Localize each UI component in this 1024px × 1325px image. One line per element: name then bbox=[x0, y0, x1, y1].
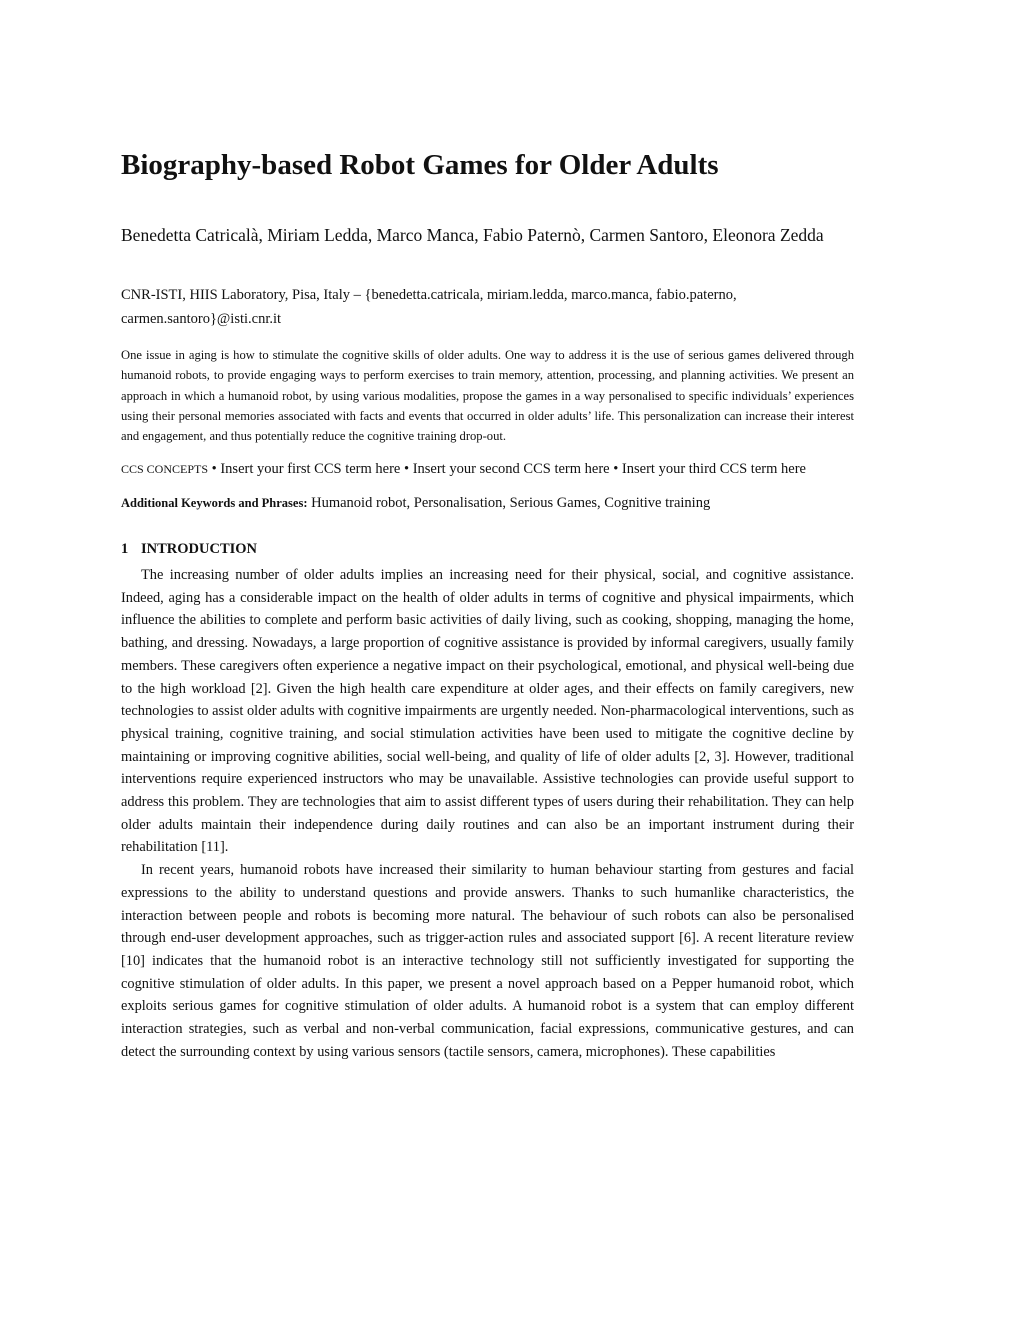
ccs-terms: • Insert your first CCS term here • Insert your second CCS term here • Insert your third CCS term here bbox=[211, 461, 806, 477]
section-heading bbox=[121, 538, 257, 560]
ccs-concepts bbox=[121, 458, 881, 480]
section-body bbox=[121, 564, 854, 1063]
section-title: INTRODUCTION bbox=[141, 541, 258, 557]
body-paragraph: In recent years, humanoid robots have increased their similarity to human behaviour starting from gestures and facial expressions to the ability to understand questions and provide answers. Thanks to such humanlike characteristics, the interaction between people and robots is becoming more natural. The behaviour of such robots can also be personalised through end-user development approaches, such as trigger-action rules and associated support [6]. A recent literature review [10] indicates that the humanoid robot is an interactive technology still not sufficiently investigated for supporting the cognitive stimulation of older adults. In this paper, we present a novel approach based on a Pepper humanoid robot, which exploits serious games for cognitive stimulation of older adults. A humanoid robot is a system that can employ different interaction strategies, such as verbal and non-verbal communication, facial expressions, communicative gestures, and can detect the surrounding context by using various sensors (tactile sensors, camera, microphones). These capabilities bbox=[121, 862, 854, 1060]
abstract: One issue in aging is how to stimulate the cognitive skills of older adults. One way to address it is the use of serious games delivered through humanoid robots, to provide engaging ways to perform exercises to train memory, attention, processing, and planning activities. We present an approach in which a humanoid robot, by using various modalities, propose the games in a way personalised to specific individuals’ experiences using their personal memories associated with facts and events that occurred in older adults’ life. This personalization can increase their interest and engagement, and thus potentially reduce the cognitive training drop-out. bbox=[121, 348, 854, 444]
keywords-terms: Humanoid robot, Personalisation, Serious Games, Cognitive training bbox=[311, 495, 711, 511]
affiliation: CNR-ISTI, HIIS Laboratory, Pisa, Italy – {benedetta.catricala, miriam.ledda, marco.manca, fabio.paterno, carmen.santoro}@isti.cnr.it bbox=[121, 287, 737, 327]
ccs-label: CCS CONCEPTS bbox=[121, 462, 209, 476]
section-number: 1 bbox=[121, 541, 129, 557]
keywords-label: Additional Keywords and Phrases: bbox=[121, 496, 308, 510]
body-paragraph: The increasing number of older adults implies an increasing need for their physical, social, and cognitive assistance. Indeed, aging has a considerable impact on the health of older adults in terms of cognitive and physical impairments, which influence the abilities to complete and perform basic activities of daily living, such as cooking, shopping, managing the home, bathing, and dressing. Nowadays, a large proportion of cognitive assistance is provided by informal caregivers, usually family members. These caregivers often experience a negative impact on their psychological, emotional, and physical well-being due to the high workload [2]. Given the high health care expenditure at older ages, and their effects on family caregivers, new technologies to assist older adults with cognitive impairments are urgently needed. Non-pharmacological interventions, such as physical training, cognitive training, and social stimulation activities have been used to mitigate the cognitive decline by maintaining or improving cognitive abilities, social well-being, and quality of life of older adults [2, 3]. However, traditional interventions require experienced instructors who may be unavailable. Assistive technologies can provide useful support to address this problem. They are technologies that aim to assist different types of users during their rehabilitation. They can help older adults maintain their independence during daily routines and can also be an important instrument during their rehabilitation [11]. bbox=[121, 567, 854, 856]
author-list: Benedetta Catricalà, Miriam Ledda, Marco Manca, Fabio Paternò, Carmen Santoro, Eleonora Zedda bbox=[121, 225, 824, 245]
paper-title: Biography-based Robot Games for Older Adults bbox=[121, 149, 719, 181]
keywords bbox=[121, 492, 854, 514]
